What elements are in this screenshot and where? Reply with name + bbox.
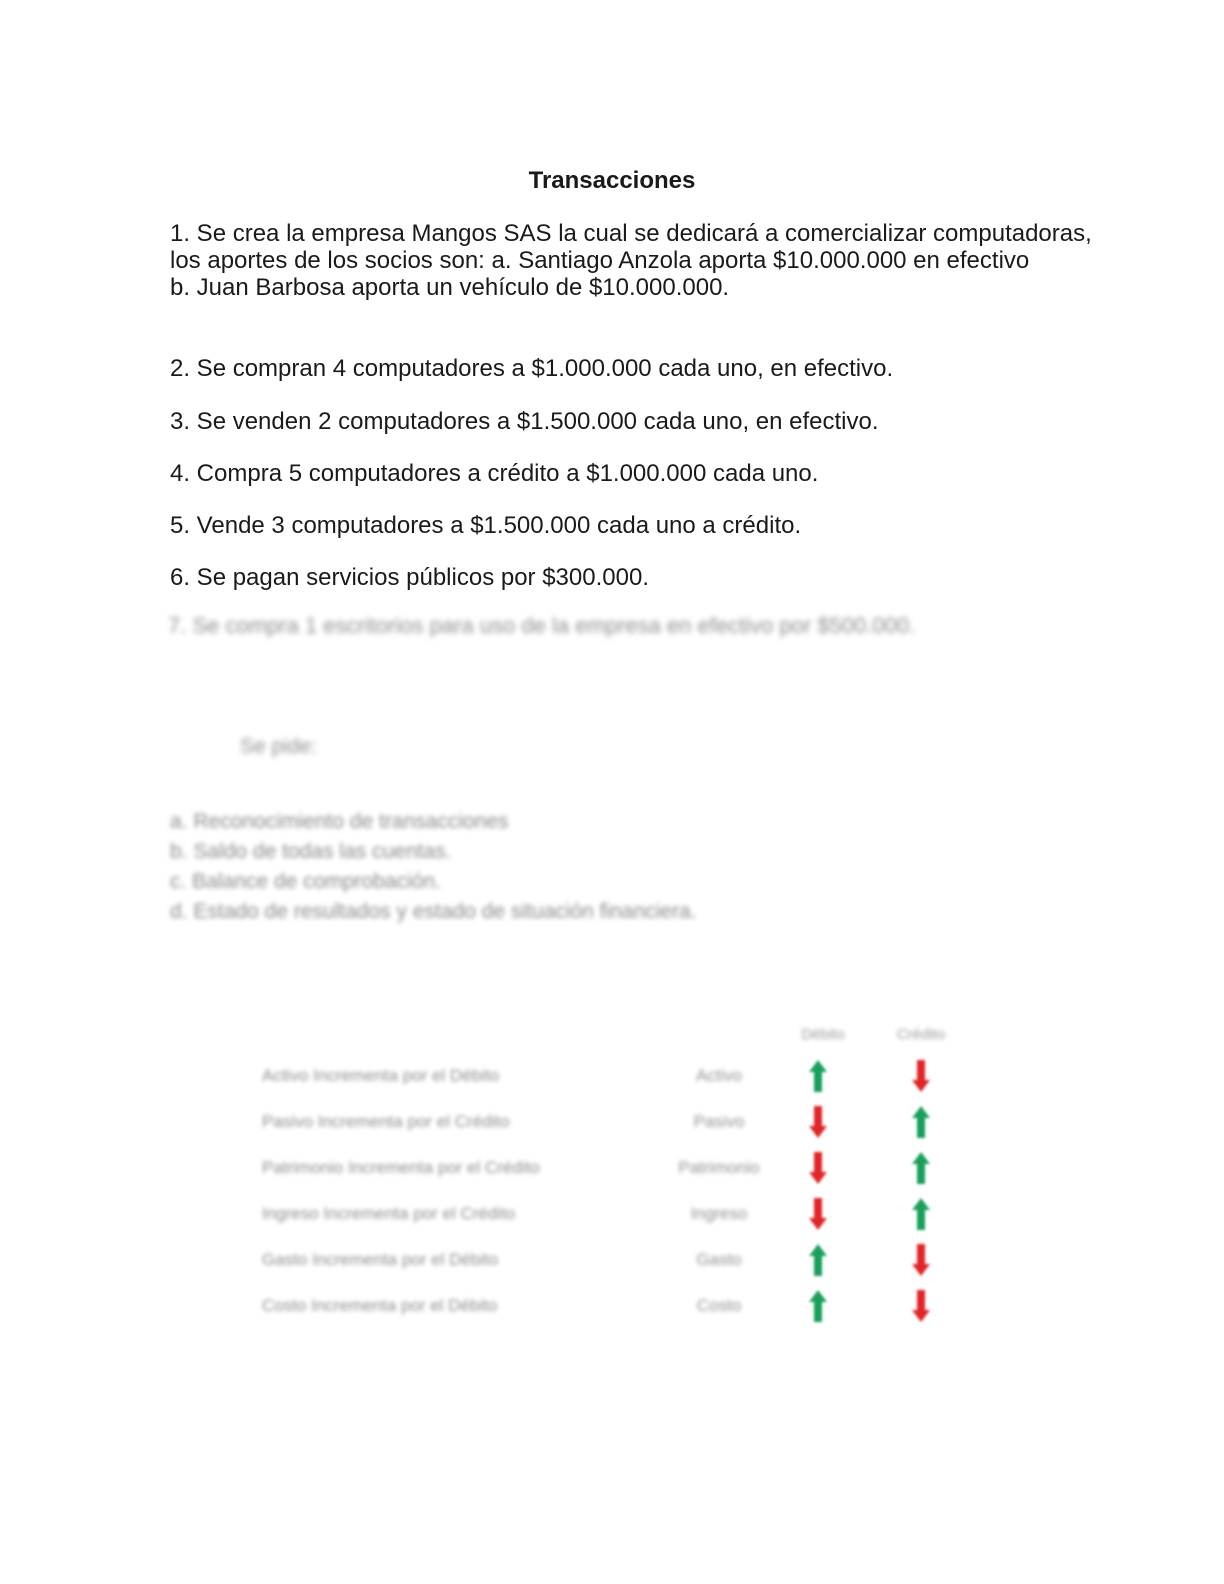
down-arrow-icon bbox=[891, 1283, 951, 1329]
up-arrow-icon bbox=[891, 1099, 951, 1145]
credit-column-header: Crédito bbox=[896, 1026, 946, 1043]
row-description-blurred: Ingreso Incrementa por el Crédito bbox=[262, 1204, 516, 1223]
page-title: Transacciones bbox=[528, 167, 696, 194]
table-row bbox=[262, 1237, 982, 1283]
row-account-label-blurred: Activo bbox=[695, 1066, 743, 1085]
down-arrow-icon bbox=[788, 1191, 848, 1237]
down-arrow-icon bbox=[788, 1099, 848, 1145]
row-account-label-blurred: Costo bbox=[696, 1296, 742, 1315]
row-description-blurred: Pasivo Incrementa por el Crédito bbox=[262, 1112, 510, 1131]
row-description-blurred: Activo Incrementa por el Débito bbox=[262, 1066, 500, 1085]
transaction-item-1-line-2: los aportes de los socios son: a. Santiago Anzola aporta $10.000.000 en efectivo bbox=[170, 247, 1030, 274]
table-row bbox=[262, 1099, 982, 1145]
transaction-item-6: 6. Se pagan servicios públicos por $300.000. bbox=[170, 564, 649, 591]
transaction-item-2: 2. Se compran 4 computadores a $1.000.000 cada uno, en efectivo. bbox=[170, 355, 894, 382]
down-arrow-icon bbox=[891, 1237, 951, 1283]
requirements-list-blurred bbox=[170, 807, 697, 927]
requirement-c-blurred: c. Balance de comprobación. bbox=[170, 870, 441, 893]
down-arrow-icon bbox=[788, 1145, 848, 1191]
row-account-label-blurred: Ingreso bbox=[690, 1204, 748, 1223]
requirement-b-blurred: b. Saldo de todas las cuentas. bbox=[170, 840, 452, 863]
requirement-d-blurred: d. Estado de resultados y estado de situación financiera. bbox=[170, 900, 697, 923]
down-arrow-icon bbox=[891, 1053, 951, 1099]
table-row bbox=[262, 1191, 982, 1237]
transaction-item-3: 3. Se venden 2 computadores a $1.500.000 cada uno, en efectivo. bbox=[170, 408, 879, 435]
row-account-label-blurred: Patrimonio bbox=[678, 1158, 760, 1177]
up-arrow-icon bbox=[788, 1237, 848, 1283]
table-row bbox=[262, 1283, 982, 1329]
table-row bbox=[262, 1145, 982, 1191]
accounts-reference-table bbox=[262, 1053, 982, 1329]
table-row bbox=[262, 1053, 982, 1099]
up-arrow-icon bbox=[788, 1283, 848, 1329]
row-account-label-blurred: Gasto bbox=[696, 1250, 742, 1269]
row-account-label-blurred: Pasivo bbox=[693, 1112, 745, 1131]
se-pide-label-blurred: Se pide: bbox=[240, 735, 318, 758]
transaction-item-5: 5. Vende 3 computadores a $1.500.000 cada uno a crédito. bbox=[170, 512, 802, 539]
transaction-item-7-blurred: 7. Se compra 1 escritorios para uso de la empresa en efectivo por $500.000. bbox=[168, 613, 916, 638]
row-description-blurred: Gasto Incrementa por el Débito bbox=[262, 1250, 499, 1269]
transaction-item-4: 4. Compra 5 computadores a crédito a $1.000.000 cada uno. bbox=[170, 460, 819, 487]
transaction-item-1-line-3: b. Juan Barbosa aporta un vehículo de $10.000.000. bbox=[170, 274, 730, 301]
up-arrow-icon bbox=[891, 1145, 951, 1191]
row-description-blurred: Costo Incrementa por el Débito bbox=[262, 1296, 498, 1315]
up-arrow-icon bbox=[891, 1191, 951, 1237]
row-description-blurred: Patrimonio Incrementa por el Crédito bbox=[262, 1158, 540, 1177]
requirement-a-blurred: a. Reconocimiento de transacciones bbox=[170, 810, 509, 833]
debit-column-header: Débito bbox=[801, 1026, 845, 1043]
up-arrow-icon bbox=[788, 1053, 848, 1099]
transaction-item-1 bbox=[170, 220, 1100, 301]
transaction-item-1-line-1: 1. Se crea la empresa Mangos SAS la cual se dedicará a comercializar computadoras, bbox=[170, 220, 1092, 247]
